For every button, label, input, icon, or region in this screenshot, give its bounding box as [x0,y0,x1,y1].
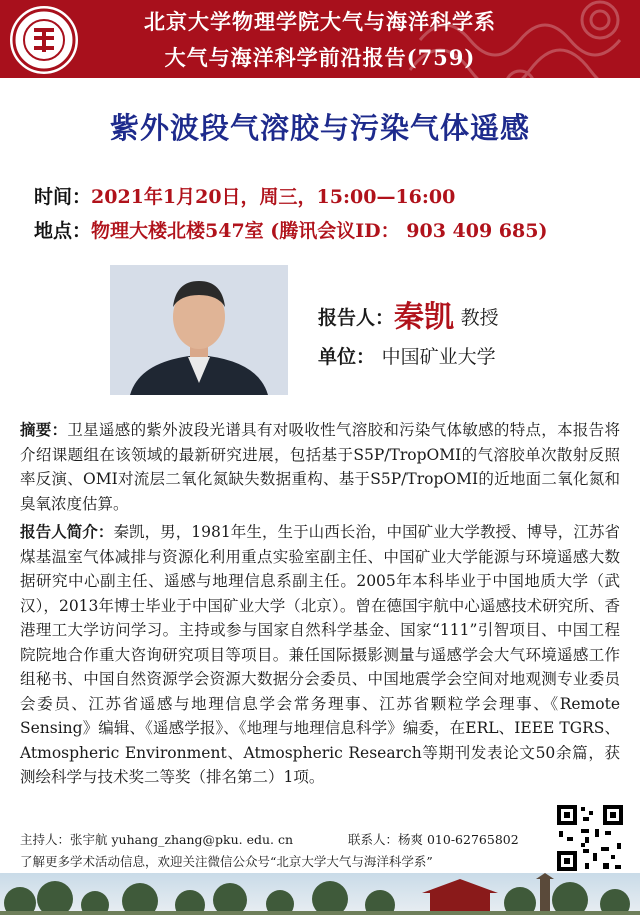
affiliation-row [318,342,496,369]
host-info: 主持人：张宇航 yuhang_zhang@pku. edu. cn [20,832,294,847]
bio-text: 秦凯，男，1981年生，生于山西长治，中国矿业大学教授、博导，江苏省煤基温室气体减排与资源化利用重点实验室副主任、中国矿业大学能源与环境遥感大数据研究中心副主任、遥感与地理信息系副主任。2005年本科毕业于中国地质大学（武汉），2013年博士毕业于中国矿业大学（北京）。曾在德国宇航中心遥感技术研究所、香港理工大学访问学习。主持或参与国家自然科学基金、国家“111”引智项目、中国工程院院地合作重大咨询研究项目等项目。兼任国际摄影测量与遥感学会大气环境遥感工作组秘书、中国自然资源学会资源大数据分会委员、中国地震学会空间对地观测专业委员会委员、江苏省遥感与地理信息学会常务理事、江苏省颗粒学会理事、《Remote Sensing》编辑、《遥感学报》、《地理与地理信息科学》编委，在ERL、IEEE TGRS、Atmospheric Environment、Atmospheric Research等期刊发表论文50余篇，获测绘科学与技术奖二等奖（排名第二）1项。 [20,523,620,786]
talk-title: 紫外波段气溶胶与污染气体遥感 [109,111,530,145]
speaker-label: 报告人： [318,307,395,329]
speaker-photo [110,265,288,395]
bio-paragraph [20,520,620,790]
place-label: 地点： [34,220,92,242]
place-row [34,216,547,243]
campus-scenery-icon [0,873,640,915]
abstract-paragraph [20,418,620,516]
abstract-text: 卫星遥感的紫外波段光谱具有对吸收性气溶胶和污染气体敏感的特点，本报告将介绍课题组在该领域的最新研究进展，包括基于S5P/TropOMI的气溶胶单次散射反照率反演、OMI对流层二氧化氮缺失数据重构、基于S5P/TropOMI的近地面二氧化氮和臭氧浓度估算。 [20,421,620,513]
pku-logo [10,6,78,74]
seminar-series: 大气与海洋科学前沿报告(759) [164,45,476,70]
speaker-rank: 教授 [460,307,499,329]
speaker-portrait-icon [110,265,288,395]
header-banner [0,0,640,78]
abstract-label: 摘要： [20,420,68,439]
time-label: 时间： [34,186,92,208]
time-value: 2021年1月20日，周三，15:00—16:00 [91,186,456,208]
department-name: 北京大学物理学院大气与海洋科学系 [144,9,496,34]
qr-code [555,803,625,873]
contact-info: 联系人：杨爽 010-62765802 [348,832,519,847]
speaker-name: 秦凯 [394,300,455,335]
campus-skyline-banner [0,873,640,915]
time-row [34,182,455,209]
place-value: 物理大楼北楼547室 (腾讯会议ID： 903 409 685) [91,220,548,242]
affiliation-value: 中国矿业大学 [381,346,496,368]
pku-seal-icon [12,8,76,72]
wechat-note: 了解更多学术活动信息，欢迎关注微信公众号“北京大学大气与海洋科学系” [20,854,433,869]
bio-label: 报告人简介： [20,522,114,541]
qr-code-icon [555,803,625,873]
speaker-row [318,292,499,336]
affiliation-label: 单位： [318,346,376,368]
